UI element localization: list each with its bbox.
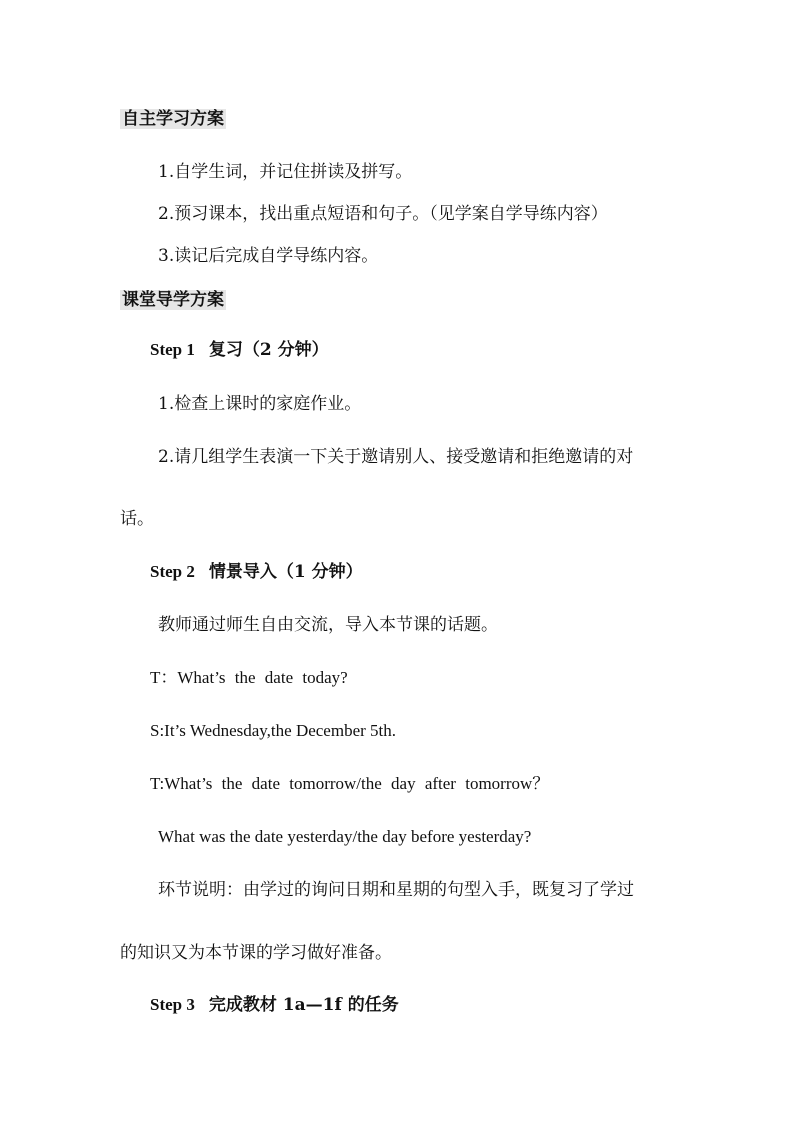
step-1-item-2-line-2: 话。 bbox=[120, 509, 154, 529]
step-1-item-1: 1.检查上课时的家庭作业。 bbox=[158, 394, 362, 414]
step-title: 情景导入（1 分钟） bbox=[208, 562, 363, 582]
heading-text: 自主学习方案 bbox=[122, 109, 224, 129]
step-1-item-2-line-1: 2.请几组学生表演一下关于邀请别人、接受邀请和拒绝邀请的对 bbox=[158, 447, 634, 467]
section-heading-classroom bbox=[120, 289, 226, 311]
step-3-heading bbox=[150, 994, 399, 1016]
step-2-note-line-2: 的知识又为本节课的学习做好准备。 bbox=[120, 943, 392, 963]
step-label: Step 2 bbox=[150, 562, 195, 581]
section-heading-self-study bbox=[120, 108, 226, 130]
step-title: 复习（2 分钟） bbox=[208, 340, 329, 360]
dialogue-line-3: T:What’s the date tomorrow/the day after tomorrow？ bbox=[150, 774, 550, 793]
dialogue-line-4: What was the date yesterday/the day before yesterday? bbox=[158, 827, 532, 846]
step-label: Step 1 bbox=[150, 340, 195, 359]
dialogue-line-2: S:It’s Wednesday,the December 5th. bbox=[150, 721, 397, 740]
step-label: Step 3 bbox=[150, 995, 195, 1014]
step-title: 完成教材 1a—1f 的任务 bbox=[208, 995, 399, 1015]
step-2-intro: 教师通过师生自由交流，导入本节课的话题。 bbox=[158, 615, 498, 635]
step-1-heading bbox=[150, 339, 329, 361]
heading-text: 课堂导学方案 bbox=[122, 290, 224, 310]
step-2-heading bbox=[150, 561, 363, 583]
self-study-item-1: 1.自学生词，并记住拼读及拼写。 bbox=[158, 162, 413, 182]
dialogue-line-1: T：What’s the date today? bbox=[150, 668, 348, 687]
self-study-item-3: 3.读记后完成自学导练内容。 bbox=[158, 246, 379, 266]
self-study-item-2: 2.预习课本，找出重点短语和句子。（见学案自学导练内容） bbox=[158, 204, 608, 224]
step-2-note-line-1: 环节说明：由学过的询问日期和星期的句型入手，既复习了学过 bbox=[158, 880, 634, 900]
